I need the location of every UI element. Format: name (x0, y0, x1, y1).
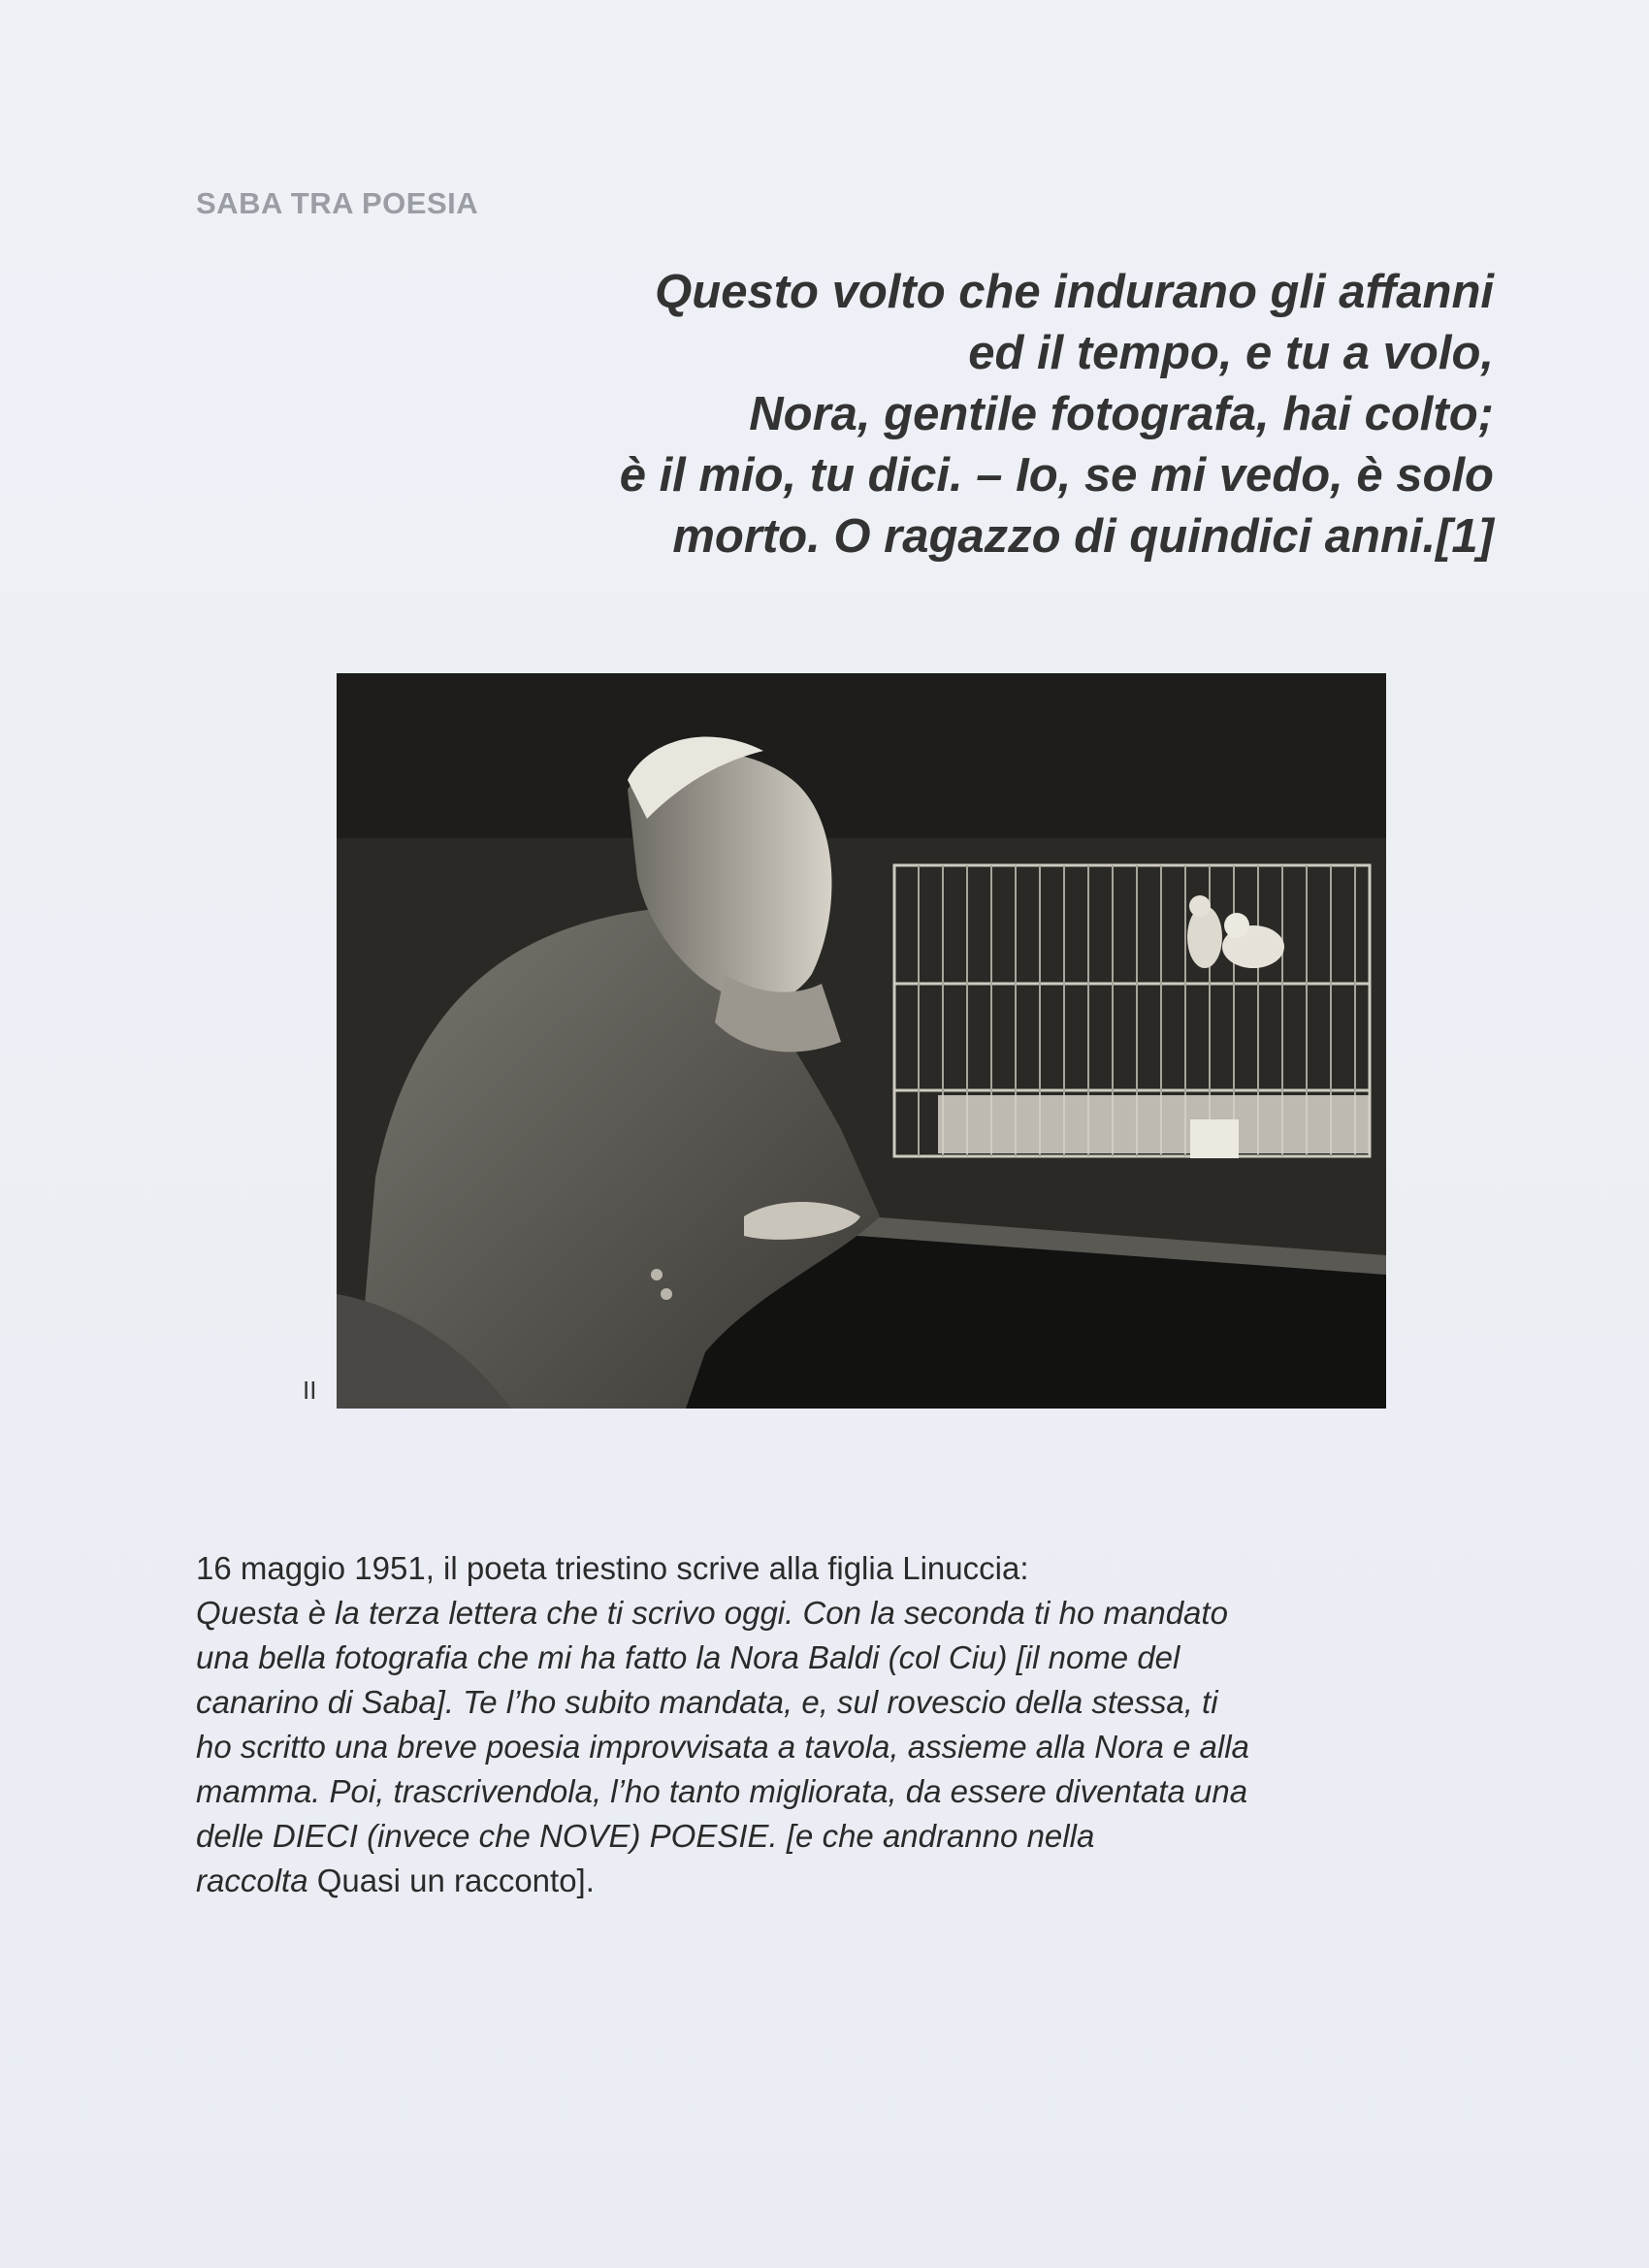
poem-line: Nora, gentile fotografa, hai colto; (749, 388, 1494, 440)
letter-last-italic: raccolta (196, 1863, 308, 1898)
letter-text (196, 1546, 1496, 1903)
portrait-photo (337, 673, 1386, 1409)
photo-illustration (337, 673, 1386, 1409)
letter-line: una bella fotografia che mi ha fatto la Nora Baldi (col Ciu) [il nome del (196, 1639, 1180, 1675)
poem-line: ed il tempo, e tu a volo, (968, 327, 1494, 379)
letter-last-line (196, 1859, 1496, 1903)
letter-line: delle DIECI (invece che NOVE) POESIE. [e che andranno nella (196, 1818, 1095, 1854)
poem-line: morto. O ragazzo di quindici anni.[1] (672, 510, 1494, 563)
letter-intro: 16 maggio 1951, il poeta triestino scrive alla figlia Linuccia: (196, 1550, 1029, 1586)
poem-line: Questo volto che indurano gli affanni (655, 266, 1494, 318)
letter-line: ho scritto una breve poesia improvvisata a tavola, assieme alla Nora e alla (196, 1729, 1249, 1765)
poem-line: è il mio, tu dici. – Io, se mi vedo, è solo (619, 449, 1494, 502)
letter-line: canarino di Saba]. Te l’ho subito mandata, e, sul rovescio della stessa, ti (196, 1684, 1218, 1720)
page-header: SABA TRA POESIA (196, 186, 479, 220)
letter-line: mamma. Poi, trascrivendola, l’ho tanto migliorata, da essere diventata una (196, 1773, 1248, 1809)
poem-epigraph (427, 262, 1494, 567)
letter-line: Questa è la terza lettera che ti scrivo oggi. Con la seconda ti ho mandato (196, 1595, 1228, 1631)
photo-marker: II (303, 1376, 317, 1405)
letter-last-roman: Quasi un racconto]. (307, 1863, 595, 1898)
